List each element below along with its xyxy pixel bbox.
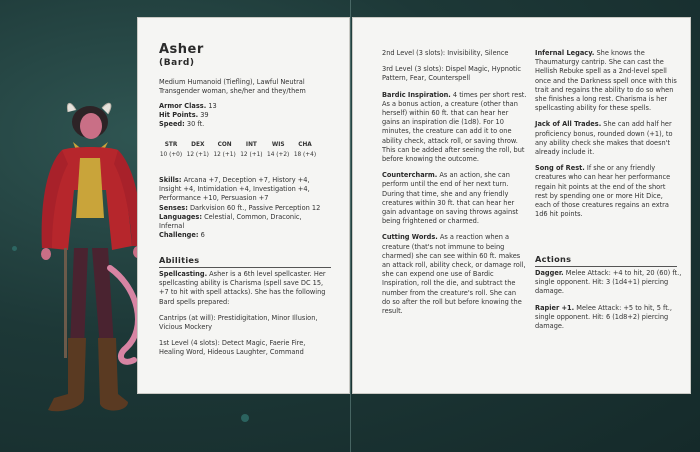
- cutting-line: she can expend one use of Bardic: [382, 270, 494, 279]
- cutting-label: Cutting Words.: [382, 233, 438, 242]
- cutting-line: do so after the roll but before knowing the: [382, 297, 522, 306]
- cutting-words: [382, 233, 537, 316]
- description-line: Medium Humanoid (Tiefling), Lawful Neutral: [159, 78, 305, 86]
- infernal-legacy: [535, 49, 690, 113]
- skills-line: Arcana +7, Deception +7, History +4,: [181, 176, 310, 184]
- infernal-line: trait and regains the ability to do so when: [535, 85, 674, 94]
- dagger-label: Dagger.: [535, 269, 564, 277]
- hit-points: [159, 111, 217, 120]
- infernal-label: Infernal Legacy.: [535, 49, 595, 57]
- jack-line: already include it.: [535, 148, 595, 157]
- cutting-line: As a reaction when a: [437, 233, 510, 242]
- ability-name: DEX: [191, 142, 205, 148]
- level1-spells-line: Healing Word, Hideous Laughter, Command: [159, 348, 304, 357]
- skills-label: Skills:: [159, 176, 182, 184]
- infernal-line: Thaumaturgy cantrip. She can cast the: [535, 58, 664, 67]
- core-stats: [159, 102, 217, 130]
- decorative-dot: [12, 246, 17, 251]
- dagger-action: [535, 269, 690, 297]
- rapier-line: single opponent. Hit: 6 (1d8+2) piercing: [535, 312, 669, 321]
- right-column-1: [382, 49, 537, 316]
- ability-name: CON: [217, 142, 232, 148]
- challenge: [159, 231, 349, 240]
- challenge-label: Challenge:: [159, 231, 199, 240]
- secondary-stats: [159, 176, 349, 240]
- cantrips-line: Cantrips (at will): Prestidigitation, Minor Illusion,: [159, 313, 318, 322]
- armor-class: [159, 102, 217, 111]
- speed: [159, 120, 217, 129]
- dagger-line: damage.: [535, 287, 565, 296]
- ability-score: 12 (+1): [213, 152, 236, 158]
- jack-line: proficiency bonus, rounded down (+1), to: [535, 129, 673, 138]
- ability-name: WIS: [271, 142, 285, 148]
- right-column-2: [535, 49, 690, 219]
- senses: [159, 204, 349, 213]
- skills-line: Performance +10, Persuasion +7: [159, 194, 269, 203]
- countercharm-line: creatures within 30 ft. that can hear her: [382, 198, 515, 207]
- hit-points-value: 39: [198, 111, 209, 120]
- ability-score: 14 (+2): [267, 152, 290, 158]
- bardic-label: Bardic Inspiration.: [382, 90, 451, 99]
- ability-scores-row: [158, 152, 318, 158]
- bardic-line: herself) within 60 ft. that can hear her: [382, 109, 509, 118]
- countercharm-line: perform until the end of her next turn.: [382, 180, 509, 189]
- spellcasting-line: +7 to hit with spell attacks). She has the following: [159, 288, 326, 297]
- hit-points-label: Hit Points.: [159, 111, 199, 120]
- page-title: Asher: [159, 42, 204, 57]
- actions-heading: Actions: [535, 254, 572, 264]
- heading-rule: [535, 266, 677, 267]
- infernal-line: spellcasting ability for these spells.: [535, 104, 652, 113]
- spellcasting-label: Spellcasting.: [159, 270, 208, 278]
- speed-value: 30 ft.: [184, 120, 205, 129]
- armor-class-value: 13: [206, 102, 217, 110]
- ability-score: 12 (+1): [240, 152, 263, 158]
- ability-score: 10 (+0): [159, 152, 183, 158]
- song-line: each of those creatures regains an extra: [535, 201, 669, 210]
- jack-label: Jack of All Trades.: [535, 120, 602, 129]
- cutting-line: result.: [382, 307, 403, 316]
- song-label: Song of Rest.: [535, 164, 585, 173]
- infernal-line: She knows the: [594, 49, 645, 57]
- bardic-line: gains an inspiration die (1d8). For 10: [382, 118, 504, 127]
- challenge-value: 6: [198, 231, 205, 240]
- jack-line: She can add half her: [601, 120, 672, 129]
- countercharm-label: Countercharm.: [382, 171, 438, 180]
- cantrips-line: Vicious Mockery: [159, 323, 213, 332]
- song-line: regain hit points at the end of the short: [535, 182, 666, 191]
- bardic-line: before knowing the outcome.: [382, 155, 479, 164]
- heading-rule: [159, 267, 331, 268]
- rapier-label: Rapier +1.: [535, 303, 575, 312]
- infernal-line: Hellish Rebuke spell as a 2nd-level spell: [535, 67, 667, 76]
- rapier-line: damage.: [535, 322, 565, 331]
- countercharm-line: gain advantage on saving throws against: [382, 208, 519, 217]
- infernal-line: once and the Darkness spell once with this: [535, 76, 677, 85]
- ability-name: INT: [245, 142, 257, 148]
- song-line: rest by spending one or more Hit Dice,: [535, 191, 663, 200]
- description-line: Transgender woman, she/her and they/them: [159, 87, 306, 96]
- decorative-dot: [241, 414, 249, 422]
- level2-spells-line: 2nd Level (3 slots): Invisibility, Silence: [382, 49, 509, 57]
- skills-line: Insight +4, Intimidation +4, Investigation +4,: [159, 185, 310, 194]
- spellcasting-line: Bard spells prepared:: [159, 297, 230, 306]
- bardic-line: This can be added after seeing the roll, but: [382, 145, 525, 154]
- cutting-line: charmed) she can see within 60 ft. makes: [382, 251, 521, 260]
- bardic-line: As a bonus action, a creature (other than: [382, 99, 518, 108]
- bardic-inspiration: [382, 91, 537, 165]
- senses-value: Darkvision 60 ft., Passive Perception 12: [187, 203, 321, 212]
- spellcasting-line: spellcasting ability is Charisma (spell save DC 15,: [159, 279, 324, 288]
- cutting-line: creature (that's not immune to being: [382, 242, 505, 251]
- speed-label: Speed:: [159, 120, 185, 129]
- cutting-line: an attack roll, ability check, or damage roll,: [382, 261, 526, 270]
- class-subtitle: (Bard): [159, 58, 195, 68]
- languages-label: Languages:: [159, 212, 202, 221]
- dagger-line: Melee Attack: +4 to hit, 20 (60) ft.,: [563, 269, 682, 277]
- creature-description: [159, 78, 306, 96]
- spellcasting-line: Asher is a 6th level spellcaster. Her: [207, 270, 326, 278]
- ability-name: STR: [164, 142, 178, 148]
- ability-score: 18 (+4): [293, 152, 317, 158]
- cutting-line: Inspiration, roll the die, and subtract the: [382, 279, 516, 288]
- rapier-action: [535, 304, 690, 332]
- abilities-heading: Abilities: [159, 255, 200, 265]
- song-line: 1d6 hit points.: [535, 210, 583, 219]
- infernal-line: she finishes a long rest. Charisma is her: [535, 95, 668, 104]
- level3-spells-line: Pattern, Fear, Counterspell: [382, 74, 471, 83]
- countercharm: [382, 171, 537, 226]
- song-line: If she or any friendly: [584, 164, 656, 173]
- rapier-line: Melee Attack: +5 to hit, 5 ft.,: [574, 303, 672, 312]
- character-illustration: [18, 98, 153, 438]
- languages: [159, 213, 349, 222]
- ability-name: CHA: [298, 142, 312, 148]
- ability-score: 12 (+1): [186, 152, 209, 158]
- bardic-line: ability check, attack roll, or saving throw.: [382, 136, 518, 145]
- spellcasting-section: [159, 270, 351, 358]
- countercharm-line: During that time, she and any friendly: [382, 189, 509, 198]
- level3-spells-line: 3rd Level (3 slots): Dispel Magic, Hypnotic: [382, 65, 522, 74]
- ability-scores-table: [158, 142, 318, 158]
- dagger-line: single opponent. Hit: 3 (1d4+1) piercing: [535, 278, 669, 287]
- book-spine: [350, 0, 351, 452]
- bardic-line: minutes, the creature can add it to one: [382, 127, 512, 136]
- skills: [159, 176, 349, 185]
- countercharm-line: As an action, she can: [437, 171, 510, 180]
- cutting-line: number from the creature's roll. She can: [382, 288, 517, 297]
- jack-of-all-trades: [535, 120, 690, 157]
- bardic-line: 4 times per short rest.: [450, 90, 527, 99]
- jack-line: any ability check she makes that doesn't: [535, 138, 671, 147]
- song-of-rest: [535, 164, 690, 219]
- ability-names-row: [158, 142, 318, 148]
- right-page: [352, 17, 691, 394]
- countercharm-line: being frightened or charmed.: [382, 217, 479, 226]
- languages-line: Infernal: [159, 222, 185, 231]
- left-page: [137, 17, 350, 394]
- languages-line: Celestial, Common, Draconic,: [201, 212, 302, 221]
- level1-spells-line: 1st Level (4 slots): Detect Magic, Faerie Fire,: [159, 339, 306, 348]
- song-line: creatures who can hear her performance: [535, 173, 671, 182]
- armor-class-label: Armor Class.: [159, 102, 207, 110]
- senses-label: Senses:: [159, 203, 188, 212]
- actions-section: [535, 269, 690, 331]
